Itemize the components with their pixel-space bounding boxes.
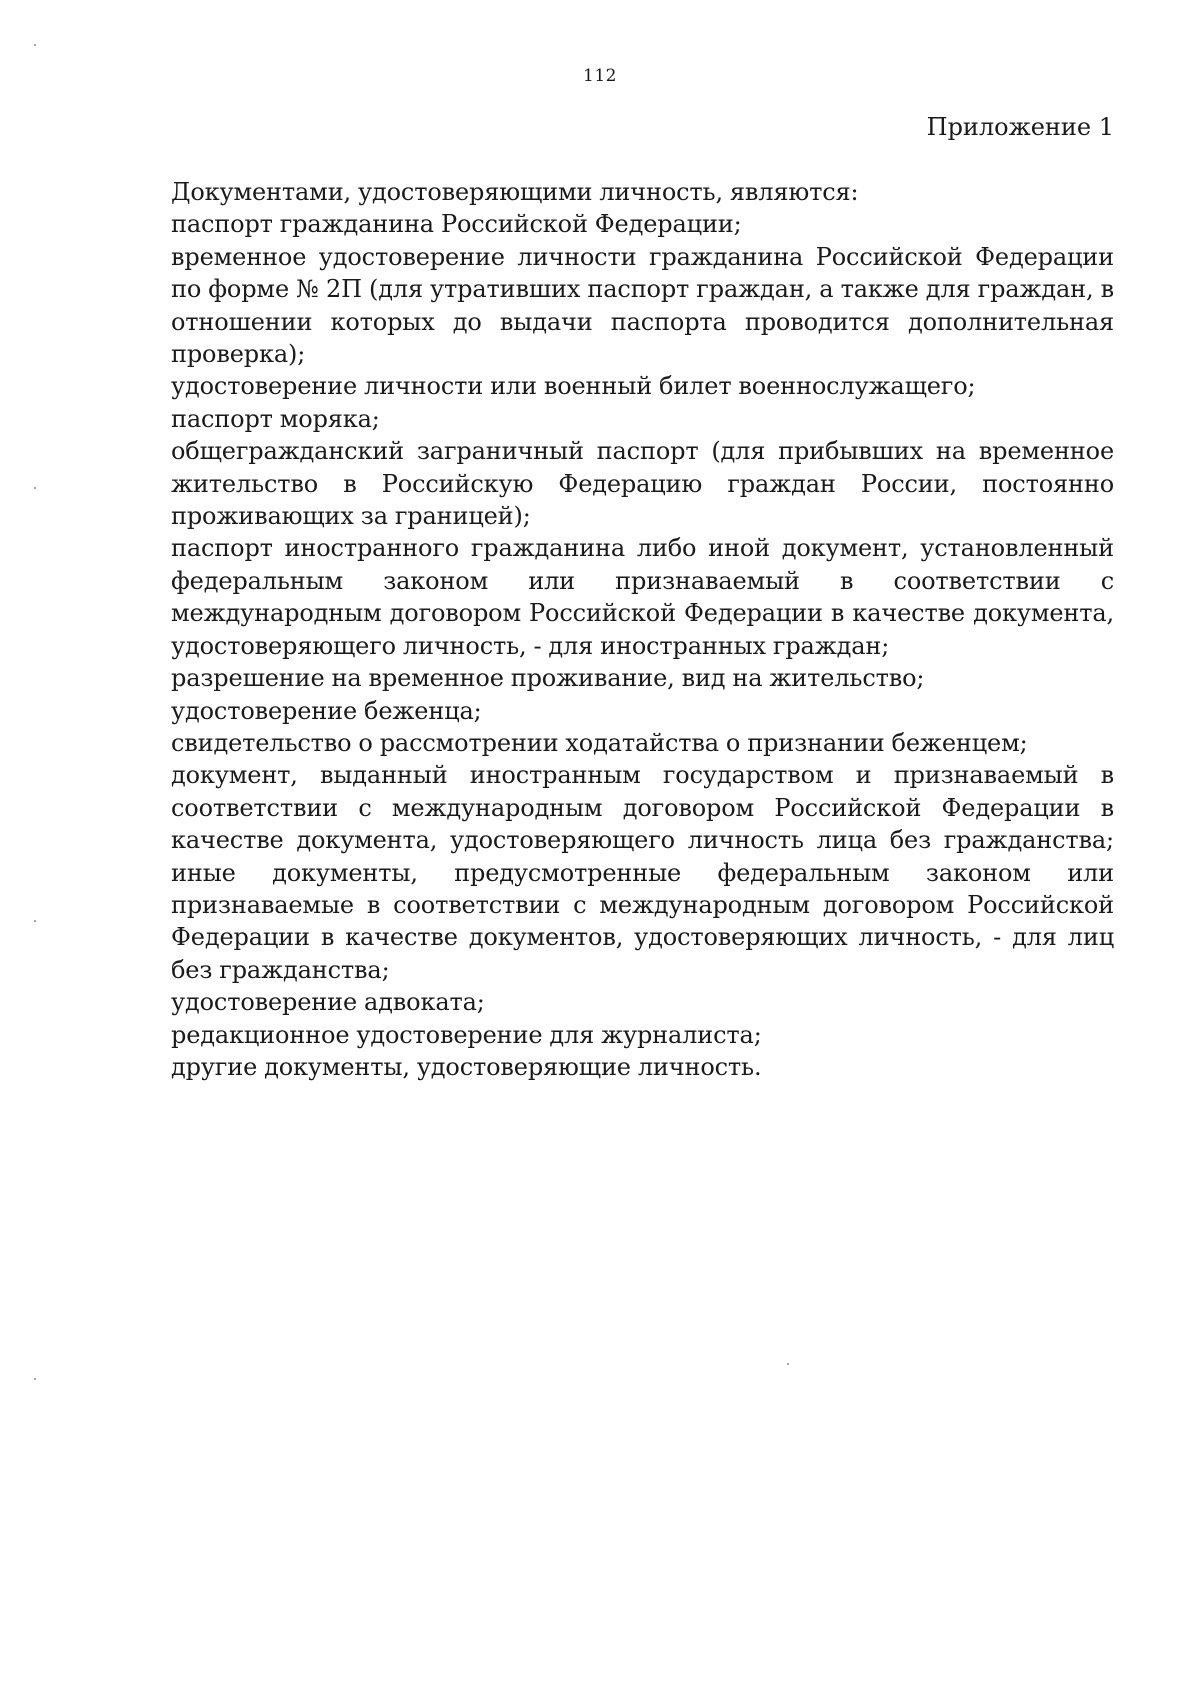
document-body [171, 176, 1114, 1083]
appendix-label: Приложение 1 [926, 113, 1114, 141]
scan-speck [34, 487, 36, 489]
intro-paragraph: Документами, удостоверяющими личность, являются: [171, 178, 859, 206]
list-item: удостоверение адвоката; [171, 988, 485, 1017]
list-item: паспорт гражданина Российской Федерации; [171, 210, 742, 239]
list-item: паспорт иностранного гражданина либо иной документ, установленный федеральным законом или признаваемый в соответствии с международным договором Российской Федерации в качестве документа, удостоверяющего личность, - для иностранных граждан; [171, 534, 1114, 660]
list-item: документ, выданный иностранным государством и признаваемый в соответствии с международным договором Российской Федерации в качестве документа, удостоверяющего личность лица без гражданства; иные документы, предусмотренные федеральным законом или признаваемые в соответствии с международным договором Российской Федерации в качестве документов, удостоверяющих личность, - для лиц без гражданства; [171, 761, 1114, 984]
list-item: свидетельство о рассмотрении ходатайства о признании беженцем; [171, 728, 1028, 757]
list-item: разрешение на временное проживание, вид на жительство; [171, 664, 925, 693]
list-item: паспорт моряка; [171, 404, 380, 433]
list-item: другие документы, удостоверяющие личность. [171, 1052, 762, 1081]
scan-speck [34, 1378, 36, 1380]
list-item: удостоверение беженца; [171, 696, 482, 725]
scan-speck [787, 1363, 789, 1365]
scan-speck [34, 920, 36, 922]
list-item: общегражданский заграничный паспорт (для прибывших на временное жительство в Российскую Федерацию граждан России, постоянно проживающих за границей); [171, 437, 1114, 531]
list-item: временное удостоверение личности гражданина Российской Федерации по форме № 2П (для утративших паспорт граждан, а также для граждан, в отношении которых до выдачи паспорта проводится дополнительная проверка); [171, 242, 1114, 369]
page-number: 112 [583, 66, 617, 86]
list-item: удостоверение личности или военный билет военнослужащего; [171, 372, 976, 401]
scan-speck [34, 44, 36, 46]
list-item: редакционное удостоверение для журналиста; [171, 1020, 762, 1049]
